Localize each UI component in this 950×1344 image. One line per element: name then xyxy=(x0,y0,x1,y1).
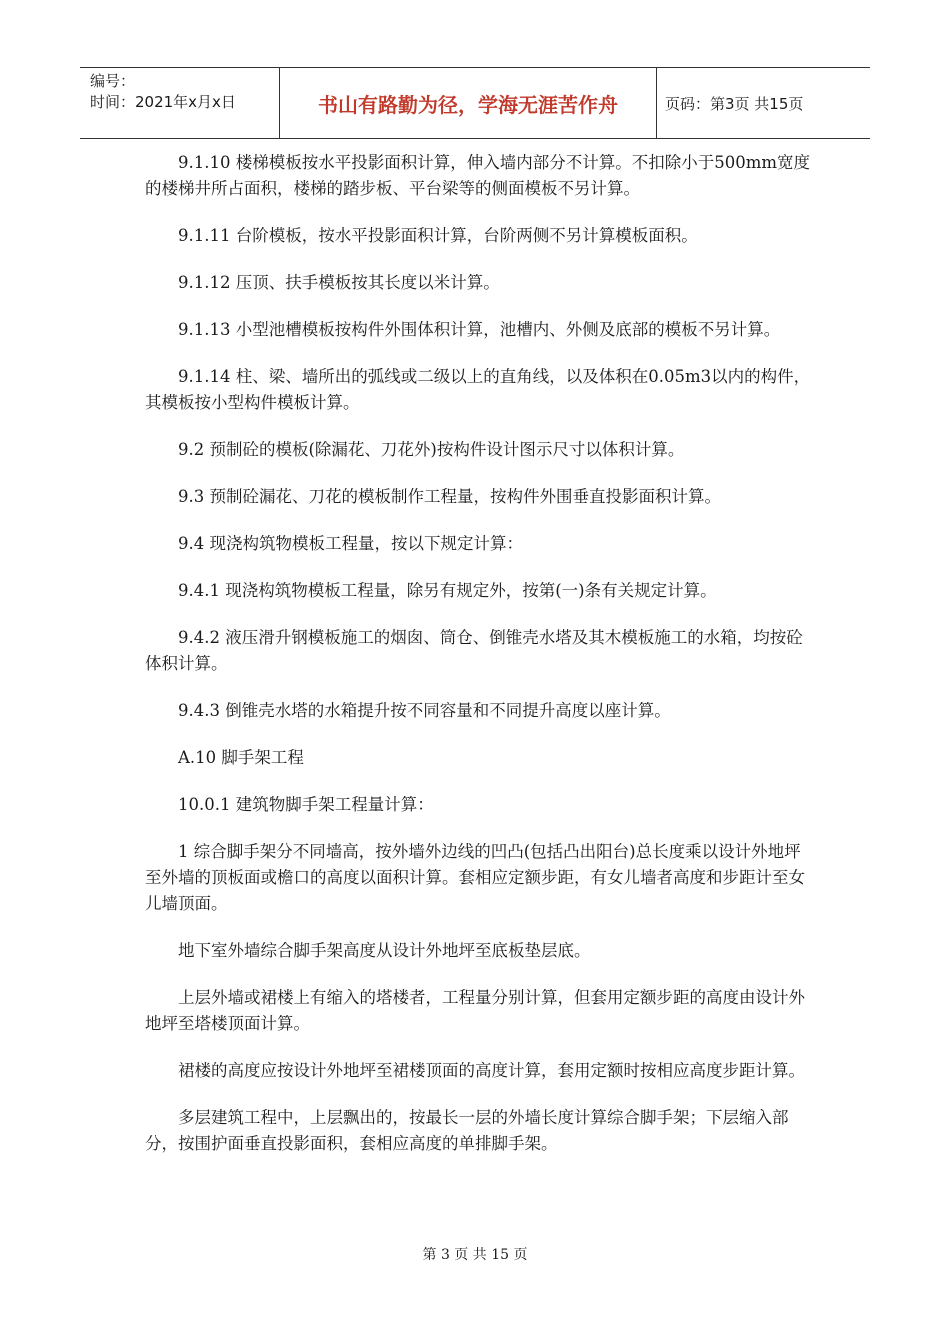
paragraph: 1 综合脚手架分不同墙高，按外墙外边线的凹凸(包括凸出阳台)总长度乘以设计外地坪至外墙的顶板面或檐口的高度以面积计算。套相应定额步距，有女儿墙者高度和步距计至女儿墙顶面。 xyxy=(145,842,805,913)
header-motto: 书山有路勤为径，学海无涯苦作舟 xyxy=(280,68,657,138)
paragraph: 9.1.12 压顶、扶手模板按其长度以米计算。 xyxy=(178,273,500,292)
page-header xyxy=(80,67,870,139)
paragraph: 9.1.13 小型池槽模板按构件外围体积计算，池槽内、外侧及底部的模板不另计算。 xyxy=(178,320,781,339)
paragraph: 9.1.11 台阶模板，按水平投影面积计算，台阶两侧不另计算模板面积。 xyxy=(178,226,698,245)
section-heading: A.10 脚手架工程 xyxy=(178,748,304,767)
paragraph: 裙楼的高度应按设计外地坪至裙楼顶面的高度计算，套用定额时按相应高度步距计算。 xyxy=(178,1061,805,1080)
document-number-label: 编号： xyxy=(90,72,136,90)
header-meta xyxy=(80,68,280,138)
paragraph: 多层建筑工程中，上层飘出的，按最长一层的外墙长度计算综合脚手架；下层缩入部分，按围护面垂直投影面积，套相应高度的单排脚手架。 xyxy=(145,1108,789,1153)
paragraph: 9.4 现浇构筑物模板工程量，按以下规定计算： xyxy=(178,534,523,553)
header-page-info: 页码：第3页 共15页 xyxy=(665,94,804,113)
document-time-label: 时间：2021年x月x日 xyxy=(90,93,236,111)
paragraph: 地下室外墙综合脚手架高度从设计外地坪至底板垫层底。 xyxy=(178,941,591,960)
paragraph: 9.3 预制砼漏花、刀花的模板制作工程量，按构件外围垂直投影面积计算。 xyxy=(178,487,721,506)
paragraph: 9.1.10 楼梯模板按水平投影面积计算，伸入墙内部分不计算。不扣除小于500mm宽度的楼梯井所占面积，楼梯的踏步板、平台梁等的侧面模板不另计算。 xyxy=(145,153,811,198)
paragraph: 9.2 预制砼的模板(除漏花、刀花外)按构件设计图示尺寸以体积计算。 xyxy=(178,440,685,459)
paragraph: 9.4.2 液压滑升钢模板施工的烟囱、筒仓、倒锥壳水塔及其木模板施工的水箱，均按砼体积计算。 xyxy=(145,628,803,673)
paragraph: 上层外墙或裙楼上有缩入的塔楼者，工程量分别计算，但套用定额步距的高度由设计外地坪至塔楼顶面计算。 xyxy=(145,988,805,1033)
page-footer: 第 3 页 共 15 页 xyxy=(422,1247,528,1263)
paragraph: 9.1.14 柱、梁、墙所出的弧线或二级以上的直角线，以及体积在0.05m3以内的构件，其模板按小型构件模板计算。 xyxy=(145,367,811,412)
paragraph: 9.4.3 倒锥壳水塔的水箱提升按不同容量和不同提升高度以座计算。 xyxy=(178,701,671,720)
paragraph: 10.0.1 建筑物脚手架工程量计算： xyxy=(178,795,434,814)
document-body xyxy=(145,150,815,1178)
paragraph: 9.4.1 现浇构筑物模板工程量，除另有规定外，按第(一)条有关规定计算。 xyxy=(178,581,717,600)
